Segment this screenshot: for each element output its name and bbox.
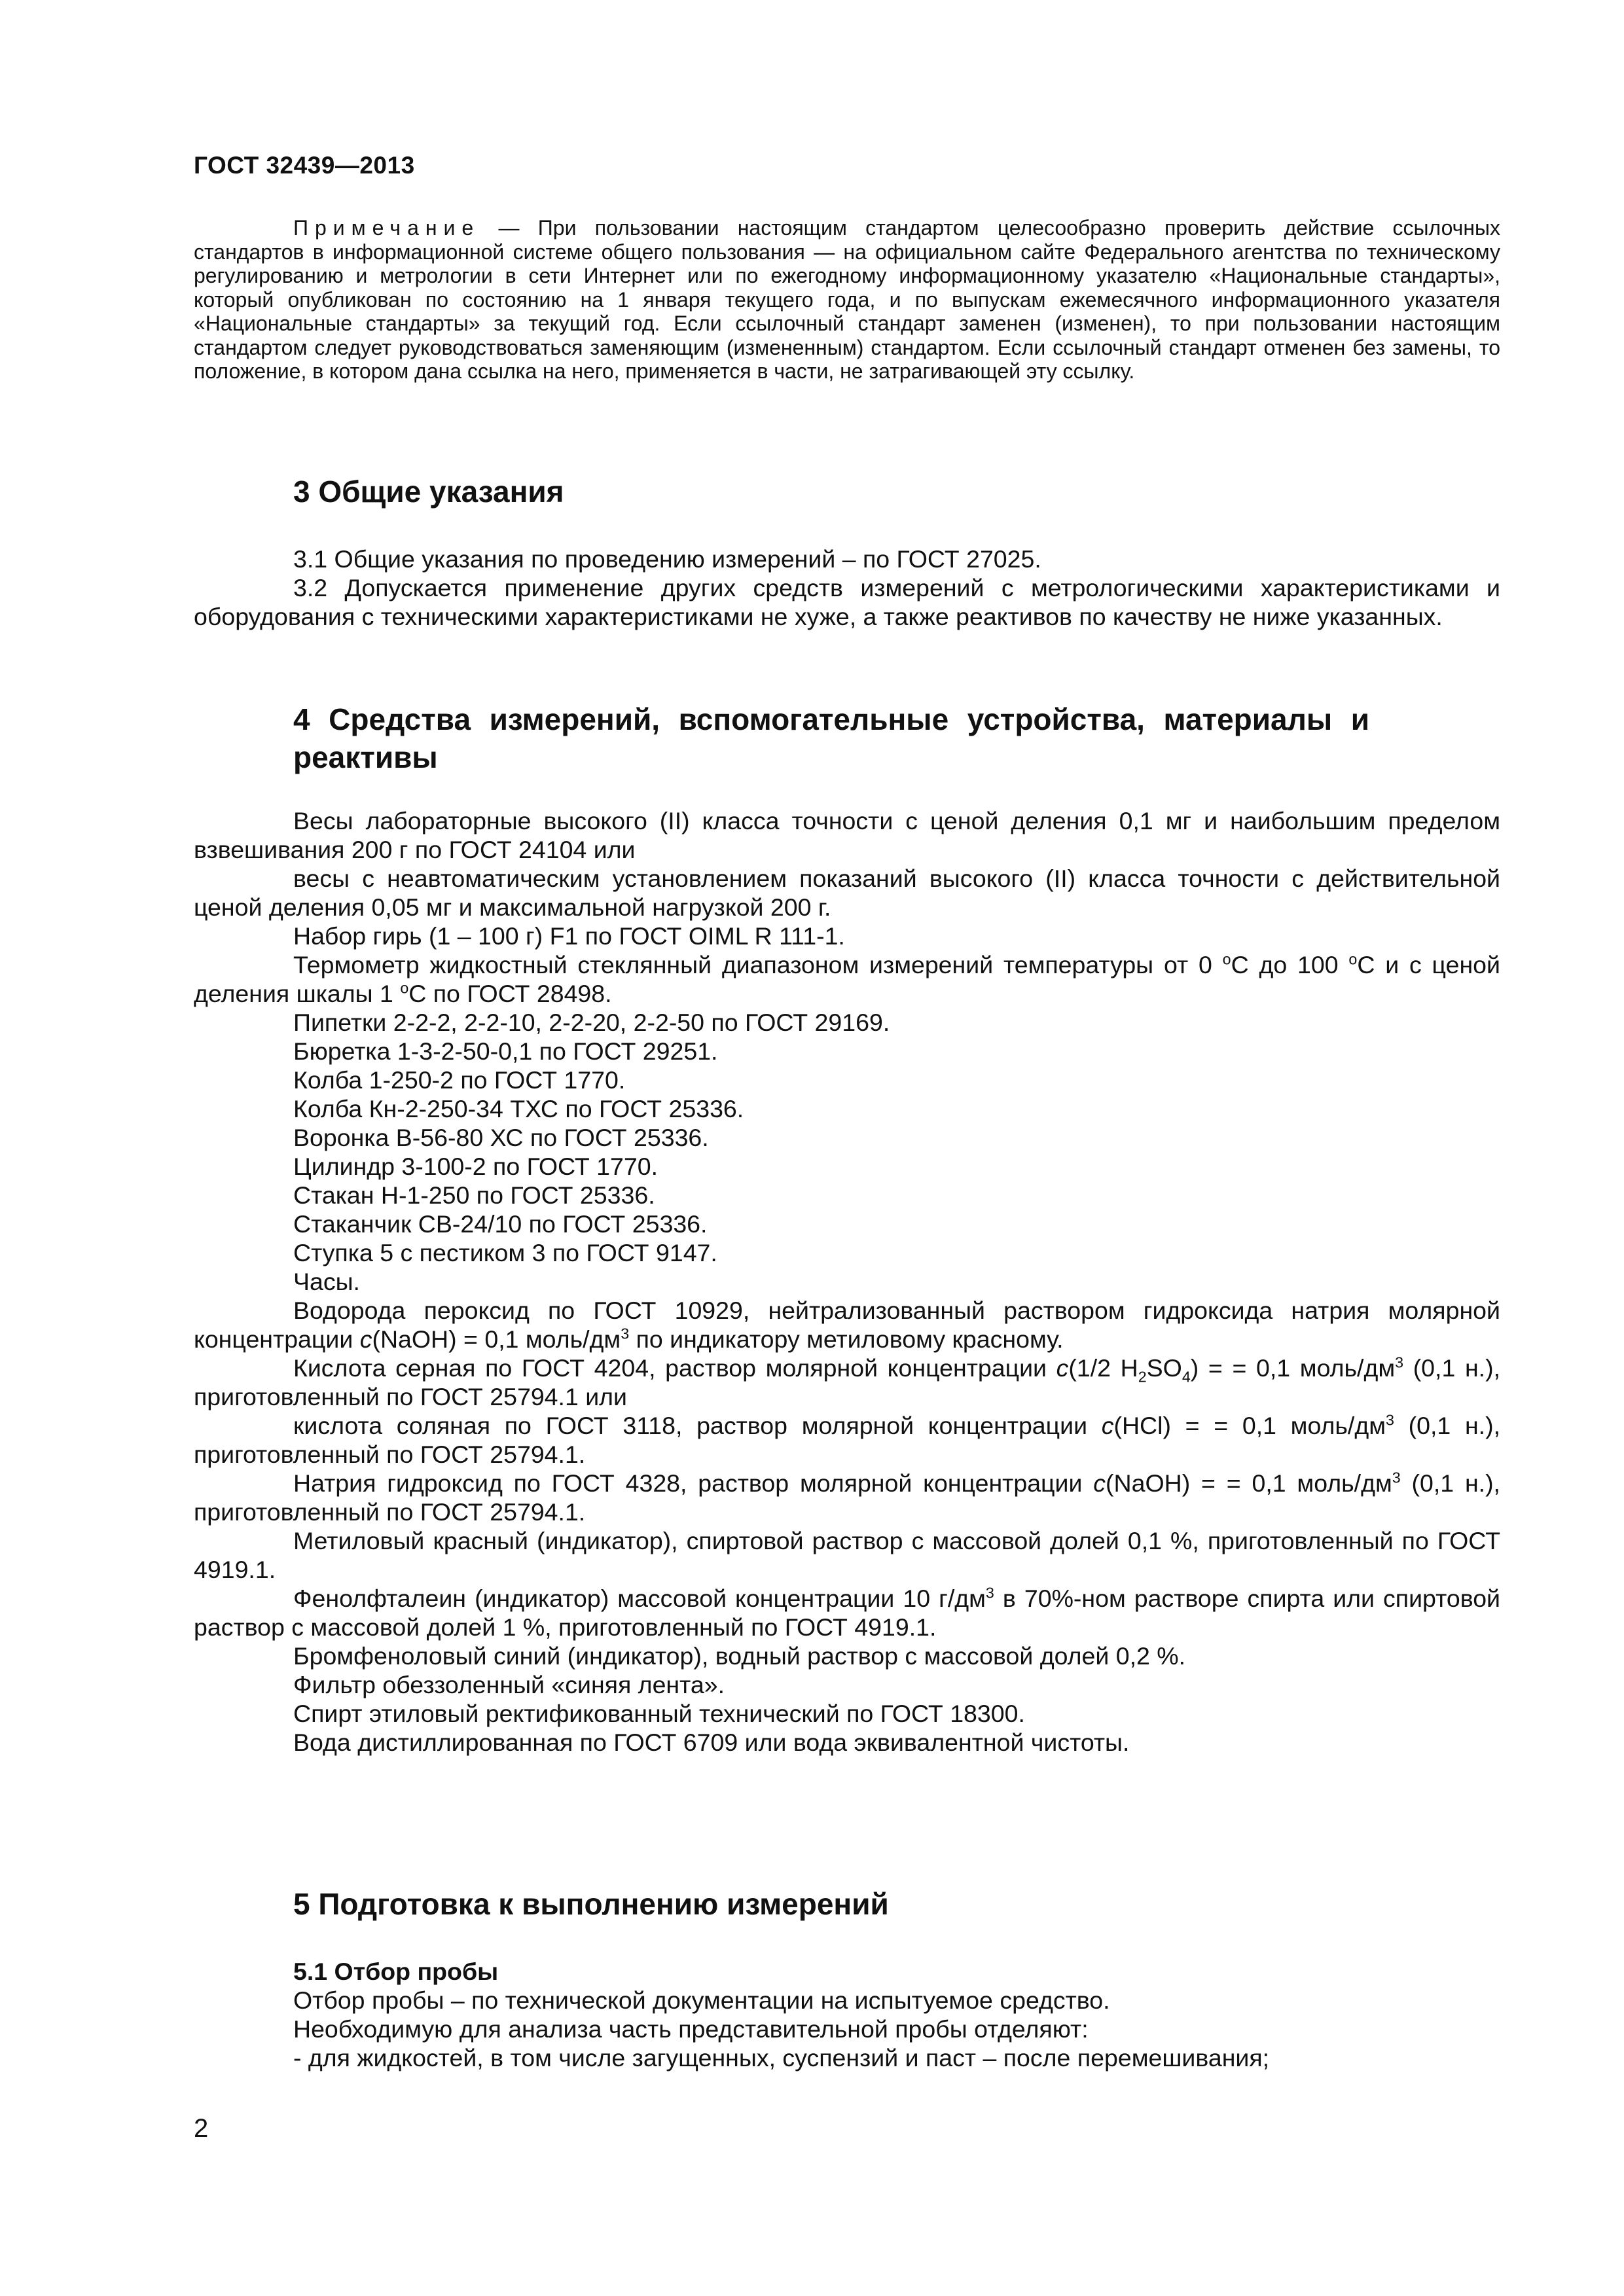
section-4-title: 4 Средства измерений, вспомогательные устройства, материалы и реактивы [293, 702, 1369, 774]
section-3-title: 3 Общие указания [293, 475, 564, 509]
page-number: 2 [194, 2114, 209, 2143]
document-page [194, 0, 1500, 2296]
sulfuric-acid-item: Кислота серная по ГОСТ 4204, раствор молярной концентрации с(1/2 $H_2SO_4$) = = 0,1 моль/$дм^3$ (0,1 н.), приготовленный по ГОСТ 25794.1 или [194, 1354, 1500, 1410]
list-item: Метиловый красный (индикатор), спиртовой раствор с массовой долей 0,1 %, приготовленный по ГОСТ 4919.1. [194, 1527, 1500, 1583]
list-item: Отбор пробы – по технической документации на испытуемое средство. [293, 1986, 1110, 2014]
subsection-5-1-title: 5.1 Отбор пробы [293, 1958, 499, 1985]
section-4-body [194, 806, 1500, 1757]
list-item: Весы лабораторные высокого (II) класса точности с ценой деления 0,1 мг и наибольшим пределом взвешивания 200 г по ГОСТ 24104 или [194, 807, 1500, 863]
note-text: — При пользовании настоящим стандартом целесообразно проверить действие ссылочных стандартов в информационной системе общего пользования — на официальном сайте Федерального агентства по техническому регулированию и метрологии в сети Интернет или по ежегодному информационному указателю «Национальные стандарты», который опубликован по состоянию на 1 января текущего года, и по выпускам ежемесячного информационного указателя «Национальные стандарты» за текущий год. Если ссылочный стандарт заменен (изменен), то при пользовании настоящим стандартом следует руководствоваться заменяющим (измененным) стандартом. Если ссылочный стандарт отменен без замены, то положение, в котором дана ссылка на него, применяется в части, не затрагивающей эту ссылку. [194, 216, 1500, 383]
list-item: Цилиндр 3-100-2 по ГОСТ 1770. [293, 1153, 659, 1180]
section-3-body [194, 545, 1500, 631]
section-5-title: 5 Подготовка к выполнению измерений [293, 1887, 889, 1921]
list-item: весы с неавтоматическим установлением показаний высокого (II) класса точности с действительной ценой деления 0,05 мг и максимальной нагрузкой 200 г. [194, 865, 1500, 921]
list-item: Стаканчик СВ-24/10 по ГОСТ 25336. [293, 1210, 708, 1238]
list-item: Бюретка 1-3-2-50-0,1 по ГОСТ 29251. [293, 1037, 718, 1065]
list-item: Спирт этиловый ректификованный технический по ГОСТ 18300. [293, 1700, 1025, 1727]
document-header: ГОСТ 32439—2013 [194, 152, 415, 179]
list-item: - для жидкостей, в том числе загущенных, суспензий и паст – после перемешивания; [293, 2044, 1270, 2072]
hydrogen-peroxide-item: Водорода пероксид по ГОСТ 10929, нейтрализованный раствором гидроксида натрия молярной концентрации с(NaOH) = 0,1 моль/$дм^3$ по индикатору метиловому красному. [194, 1297, 1500, 1353]
list-item: Набор гирь (1 – 100 г) F1 по ГОСТ OIML R 111-1. [293, 922, 845, 950]
list-item: Колба Кн-2-250-34 ТХС по ГОСТ 25336. [293, 1095, 744, 1122]
list-item: Необходимую для анализа часть представительной пробы отделяют: [293, 2015, 1089, 2043]
list-item: Воронка В-56-80 ХС по ГОСТ 25336. [293, 1124, 709, 1151]
list-item: Часы. [293, 1268, 360, 1295]
list-item: Фильтр обеззоленный «синяя лента». [293, 1671, 725, 1698]
paragraph-3-2: 3.2 Допускается применение других средств измерений с метрологическими характеристиками и оборудования с техническими характеристиками не хуже, а также реактивов по качеству не ниже указанных. [194, 574, 1500, 630]
list-item: Бромфеноловый синий (индикатор), водный раствор с массовой долей 0,2 %. [293, 1642, 1186, 1670]
sodium-hydroxide-item: Натрия гидроксид по ГОСТ 4328, раствор молярной концентрации с(NaOH) = = 0,1 моль/$дм^3$ (0,1 н.), приготовленный по ГОСТ 25794.1. [194, 1469, 1500, 1526]
list-item: Ступка 5 с пестиком 3 по ГОСТ 9147. [293, 1239, 717, 1266]
note-paragraph [194, 216, 1500, 384]
list-item: Стакан Н-1-250 по ГОСТ 25336. [293, 1181, 655, 1209]
list-item: Пипетки 2-2-2, 2-2-10, 2-2-20, 2-2-50 по ГОСТ 29169. [293, 1009, 890, 1036]
section-5 [194, 1885, 1500, 1923]
paragraph-3-1: 3.1 Общие указания по проведению измерений – по ГОСТ 27025. [293, 545, 1041, 573]
section-4 [194, 700, 1500, 776]
phenolphthalein-item: Фенолфталеин (индикатор) массовой концентрации 10 $г/дм^3$ в 70%-ном растворе спирта или спиртовой раствор с массовой долей 1 %, приготовленный по ГОСТ 4919.1. [194, 1584, 1500, 1641]
hydrochloric-acid-item: кислота соляная по ГОСТ 3118, раствор молярной концентрации с(HCl) = = 0,1 моль/$дм^3$ (0,1 н.), приготовленный по ГОСТ 25794.1. [194, 1411, 1500, 1468]
note-label: Примечание [293, 216, 480, 240]
section-5-body [194, 1957, 1500, 2072]
list-item: Колба 1-250-2 по ГОСТ 1770. [293, 1066, 626, 1094]
list-item: Вода дистиллированная по ГОСТ 6709 или вода эквивалентной чистоты. [293, 1729, 1130, 1756]
thermometer-item: Термометр жидкостный стеклянный диапазоном измерений температуры от 0 $^о$С до 100 $^о$С и с ценой деления шкалы 1 $^о$С по ГОСТ 28498. [194, 950, 1500, 1007]
section-3 [194, 473, 1500, 511]
